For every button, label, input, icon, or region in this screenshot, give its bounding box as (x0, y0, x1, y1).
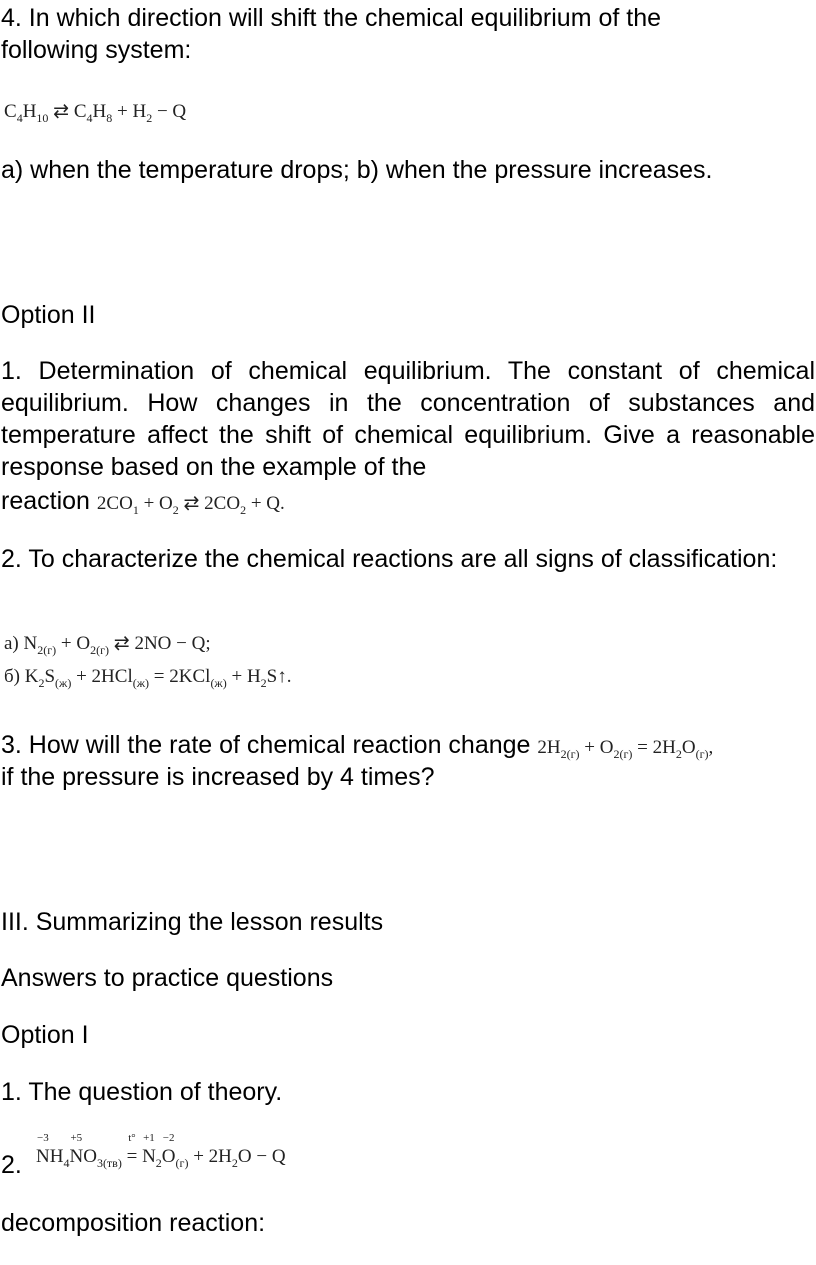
option2-q2-equation-a: а) $N_{2(г)} + O_{2(г)}$ ⇄ 2NO − Q; (4, 633, 211, 657)
option2-q1-equation: $2CO_1 + O_2$ ⇄ $2CO_2 + Q$. (96, 493, 285, 517)
q4-line2: following system: (1, 36, 192, 64)
summary-item2-number: 2. (1, 1151, 22, 1179)
option2-q3-line2: if the pressure is increased by 4 times? (1, 763, 435, 791)
option2-q1-text: 1. Determination of chemical equilibrium. The constant of chemical equilibrium. How changes in the concentration of substances and temperature affect the shift of chemical equilibrium. Give a reasonable response based on the example of the (1, 357, 815, 481)
summary-answers: Answers to practice questions (1, 964, 334, 992)
option2-heading: Option II (1, 301, 96, 329)
summary-decomposition: decomposition reaction: (1, 1209, 266, 1237)
summary-option1: Option I (1, 1021, 89, 1049)
q4-line1: 4. In which direction will shift the chemical equilibrium of the (1, 4, 662, 32)
option2-q3-equation: $2H_{2(г)} + O_{2(г)} = 2H_2O_{(г)}$, (537, 737, 714, 761)
summary-heading: III. Summarizing the lesson results (1, 908, 384, 936)
q4-equation: $C_4H_{10}$ ⇄ $C_4H_8 + H_2 - Q$ (4, 101, 187, 125)
option2-q2-equation-b: б) $K_2S_{(ж)} + 2HCl_{(ж)} = 2KCl_{(ж)}$ + $H_2S↑$. (4, 666, 292, 690)
option2-q2-text: 2. To characterize the chemical reactions are all signs of classification: (1, 545, 778, 573)
summary-item2-equation: −3 $NH_4$ +5 $NO_{3(тв)}$ t° = +1 $N_2$ −2 $O_{(г)} + 2H_2O - Q$ (36, 1132, 286, 1170)
summary-item1: 1. The question of theory. (1, 1078, 283, 1106)
option2-q3-line1: 3. How will the rate of chemical reaction change $2H_{2(г)} + O_{2(г)} = 2H_2O_{(г)}$, (1, 731, 714, 761)
q4-conditions: a) when the temperature drops; b) when the pressure increases. (1, 156, 713, 184)
option2-q1-reaction: reaction $2CO_1 + O_2$ ⇄ $2CO_2 + Q$. (1, 487, 285, 517)
